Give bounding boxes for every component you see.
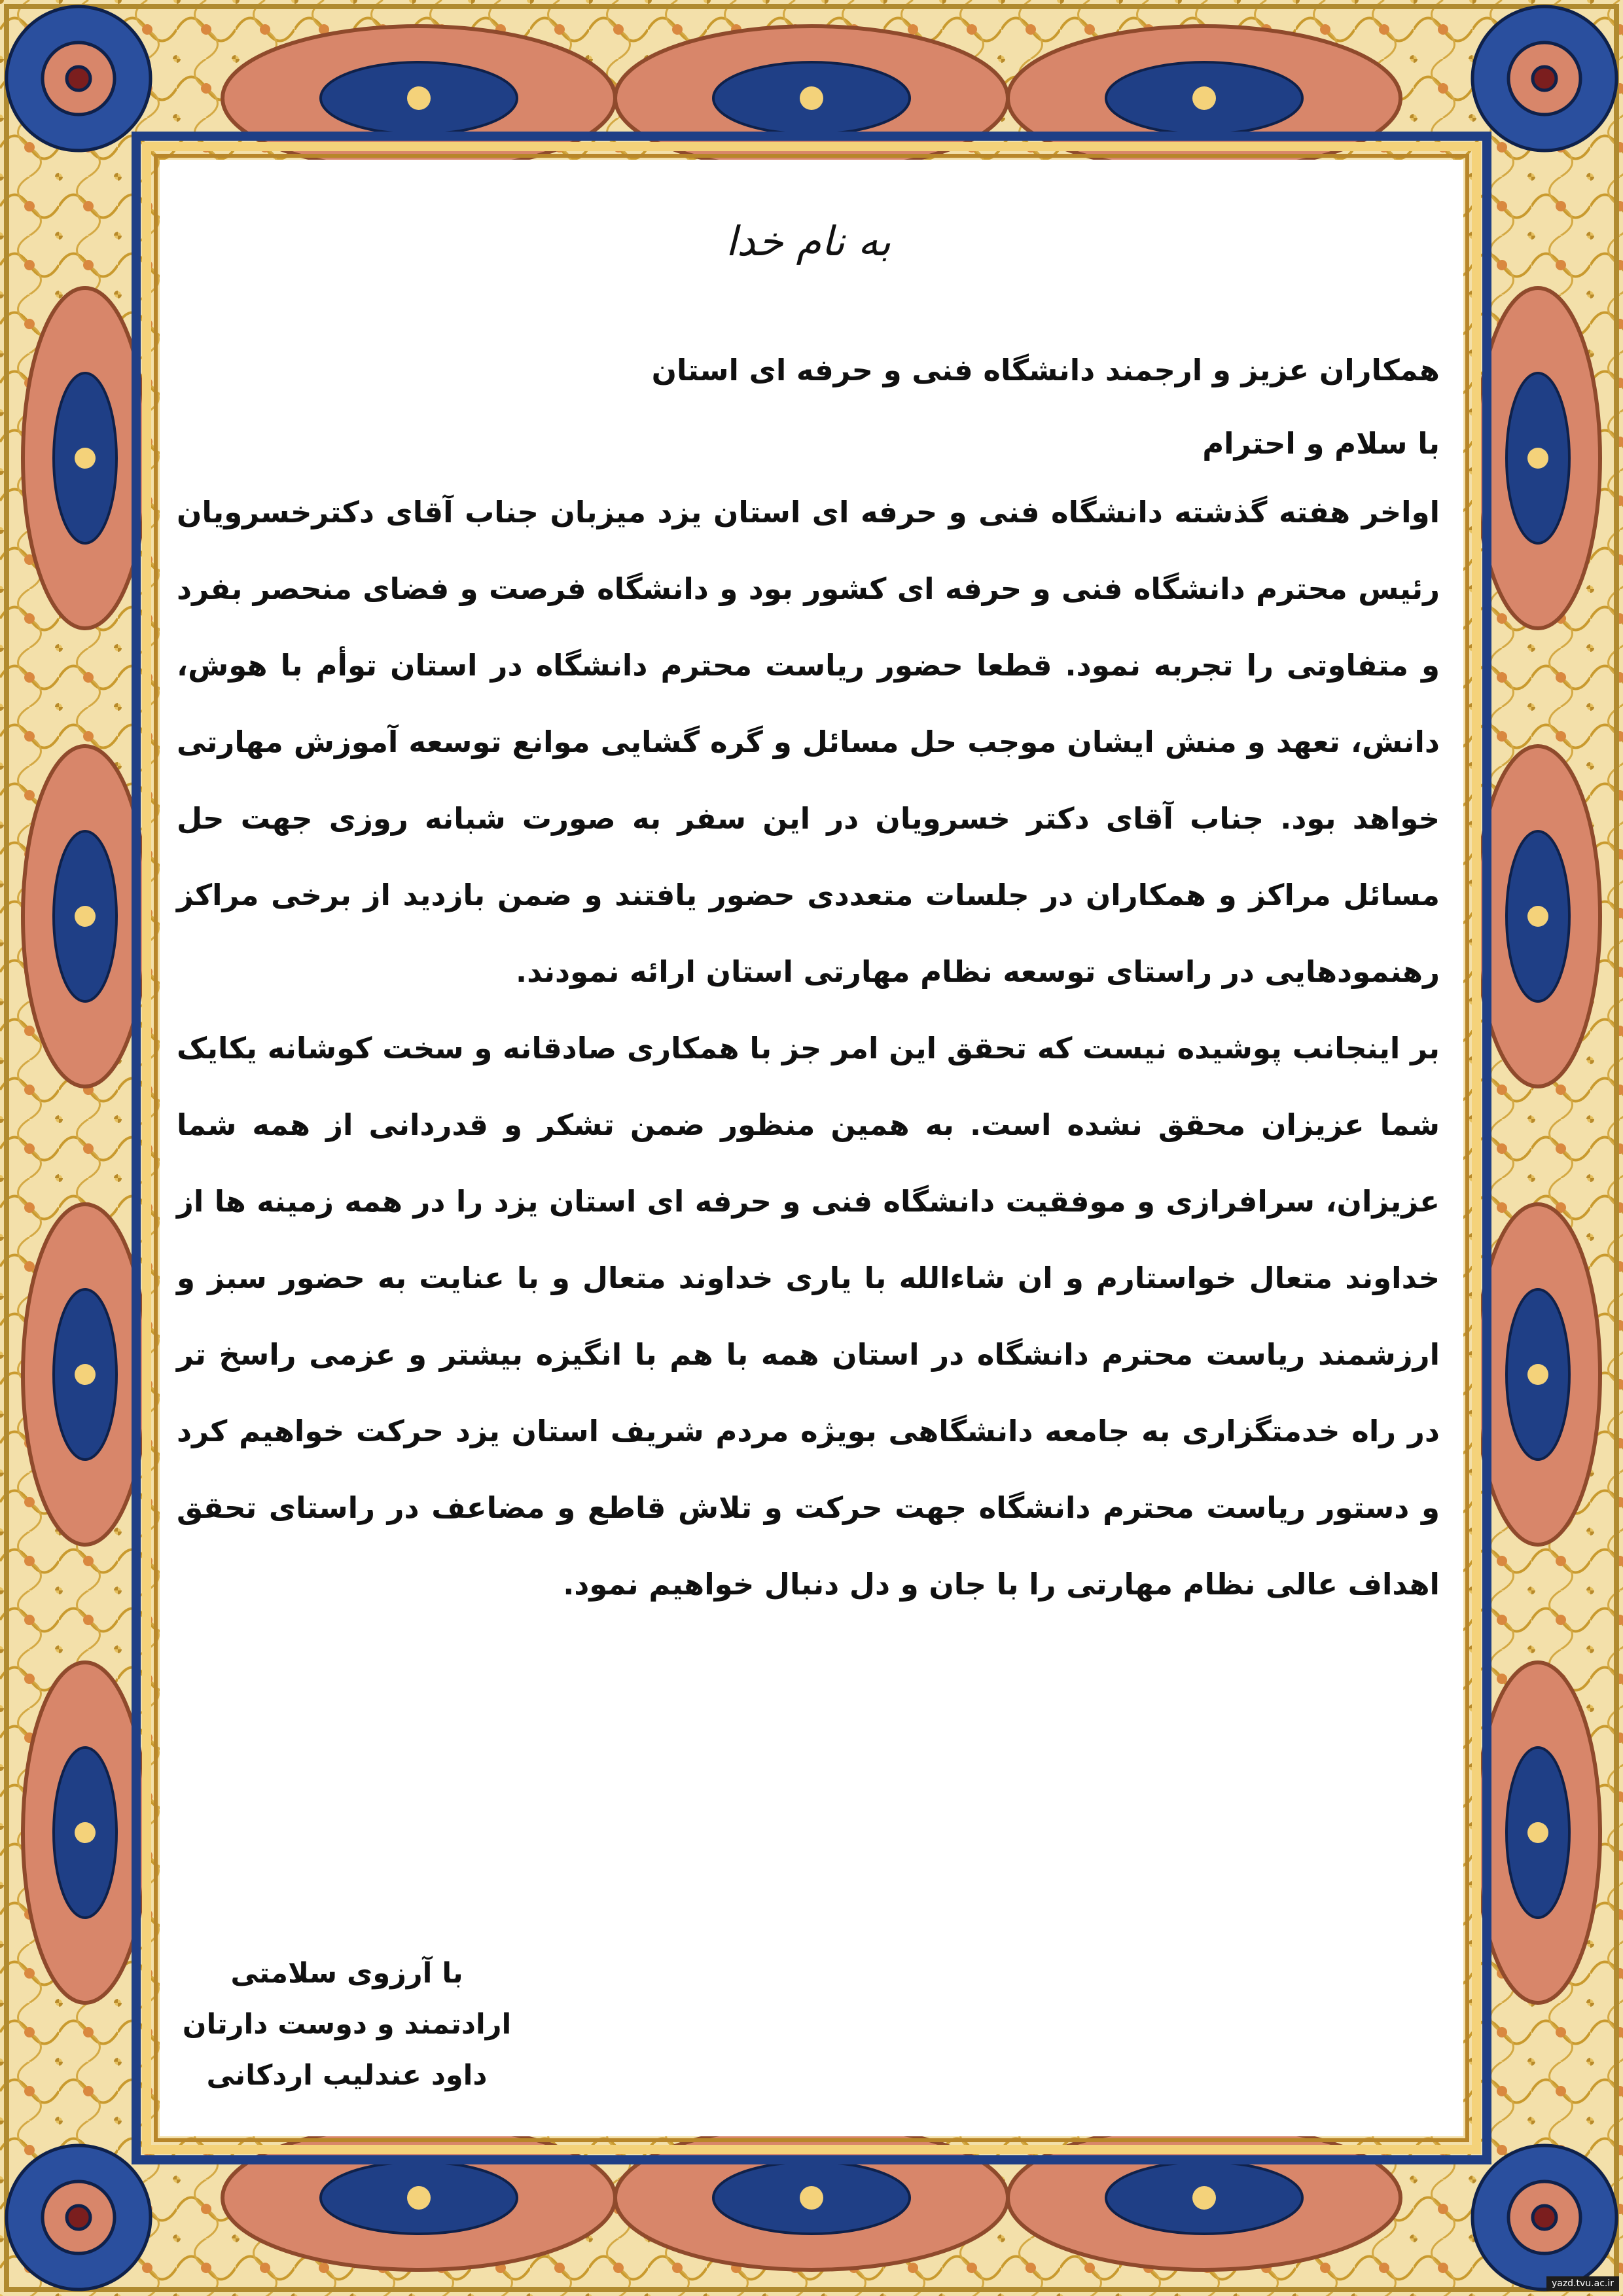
site-tag: yazd.tvu.ac.ir <box>1546 2276 1619 2291</box>
bismillah-heading: به نام خدا <box>725 217 891 265</box>
paragraph-1: اواخر هفته گذشته دانشگاه فنی و حرفه ای استان یزد میزبان جناب آقای دکترخسرویان رئیس محترم دانشگاه فنی و حرفه ای کشور بود و دانشگاه فرصت و فضای منحصر بفرد و متفاوتی را تجربه نمود. قطعا حضور ریاست محترم دانشگاه در استان توأم با هوش، دانش، تعهد و منش ایشان موجب حل مسائل و گره گشایی موانع توسعه آموزش مهارتی خواهد بود. جناب آقای دکتر خسرویان در این سفر به صورت شبانه روزی جهت حل مسائل مراکز و همکاران در جلسات متعددی حضور یافتند و ضمن بازدید از برخی مراکز رهنمودهایی در راستای توسعه نظام مهارتی استان ارائه نمودند. <box>177 495 1440 989</box>
letter-body <box>177 196 1440 2092</box>
signature-line-closing: ارادتمند و دوست دارتان <box>182 2008 512 2041</box>
signature-block <box>177 1948 517 2101</box>
greeting-line: همکاران عزیز و ارجمند دانشگاه فنی و حرفه ای استان <box>651 353 1440 387</box>
signature-line-wishes: با آرزوی سلامتی <box>230 1957 463 1990</box>
paragraph-2: بر اینجانب پوشیده نیست که تحقق این امر جز با همکاری صادقانه و سخت کوشانه یکایک شما عزیزان محقق نشده است. به همین منظور ضمن تشکر و قدردانی از همه شما عزیزان، سرافرازی و موفقیت دانشگاه فنی و حرفه ای استان یزد را در همه زمینه ها از خداوند متعال خواستارم و ان شاءالله با یاری خداوند متعال و با عنایت به حضور سبز و ارزشمند ریاست محترم دانشگاه در استان همه با هم با انگیزه بیشتر و عزمی راسخ تر در راه خدمتگزاری به جامعه دانشگاهی بویژه مردم شریف استان یزد حرکت خواهیم کرد و دستور ریاست محترم دانشگاه جهت حرکت و تلاش قاطع و مضاعف در راستای تحقق اهداف عالی نظام مهارتی را با جان و دل دنبال خواهیم نمود. <box>177 1031 1440 1602</box>
signature-line-name: داود عندلیب اردکانی <box>206 2059 488 2092</box>
salutation-line: با سلام و احترام <box>1202 426 1440 461</box>
